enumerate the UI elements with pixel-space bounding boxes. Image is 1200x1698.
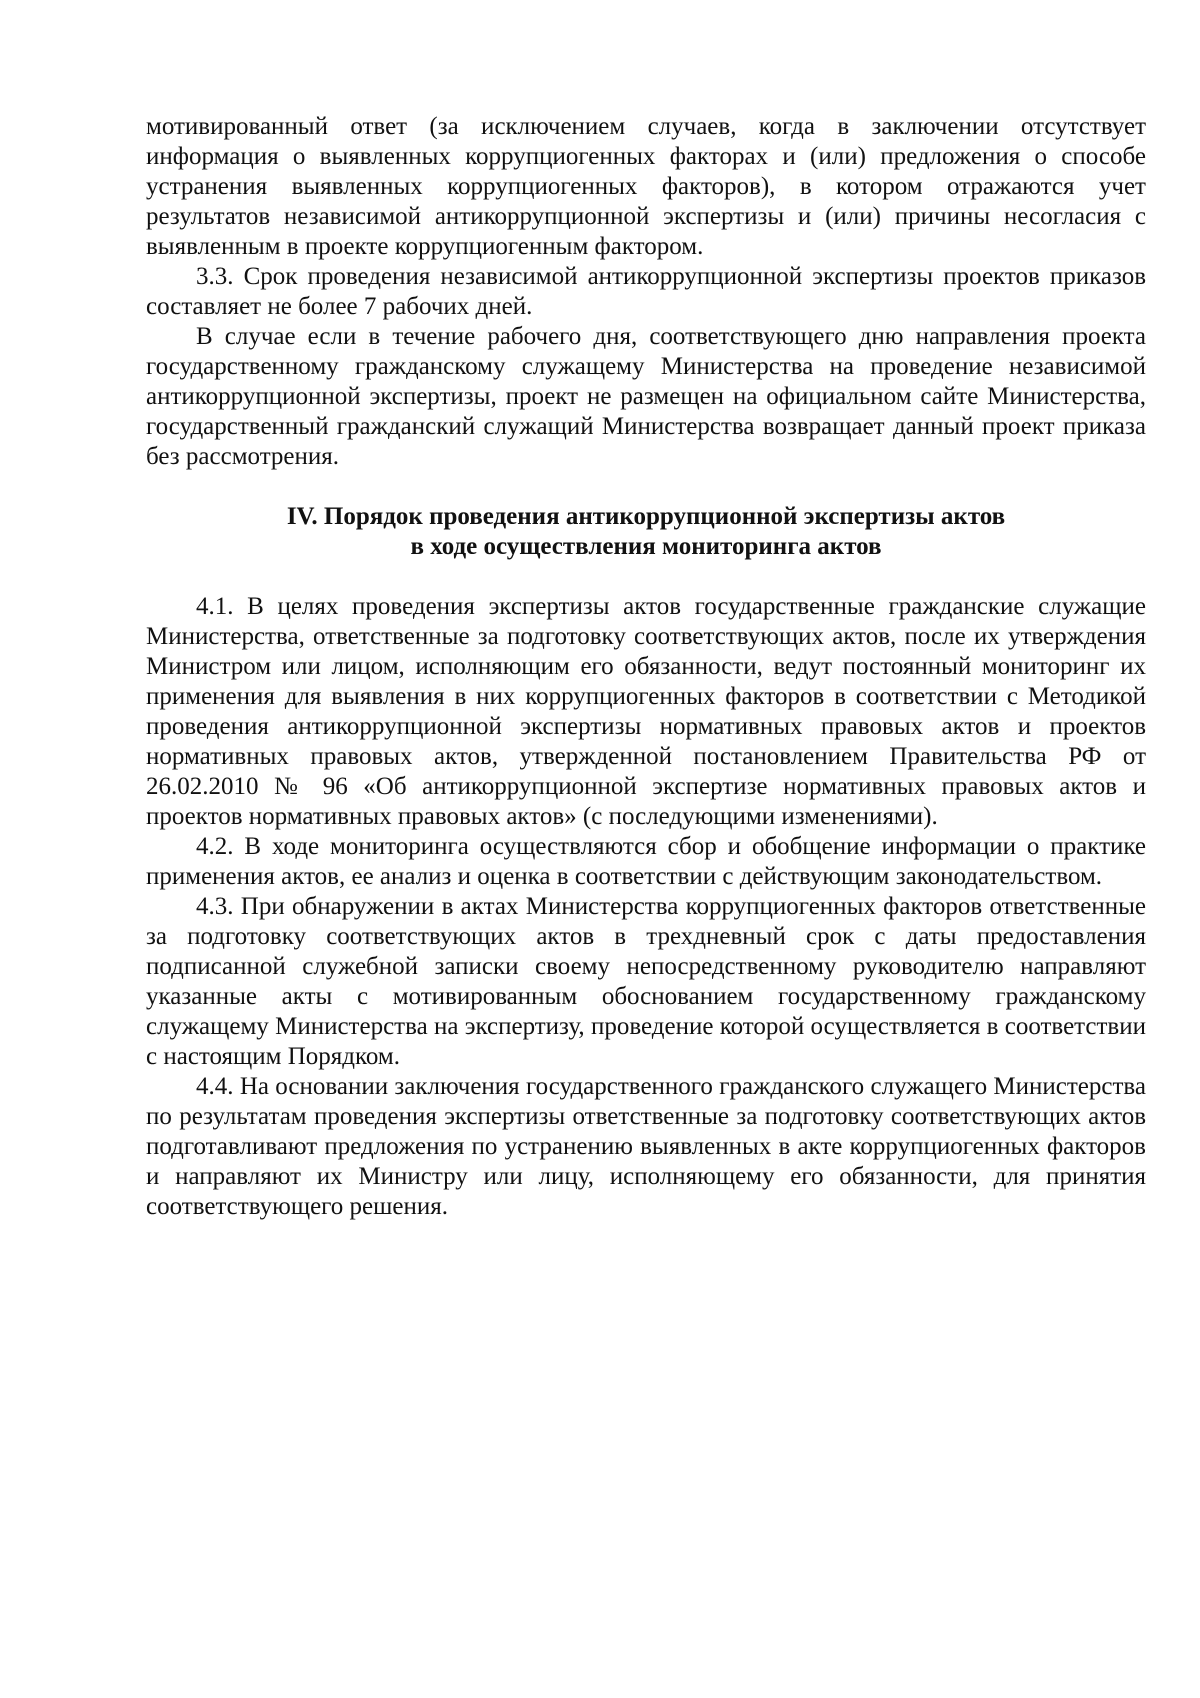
paragraph-return-without-review: В случае если в течение рабочего дня, соответствующего дню направления проекта государственному гражданскому служащему Министерства на проведение независимой антикоррупционной экспертизы, проект не размещен на официальном сайте Министерства, государственный гражданский служащий Министерства возвращает данный проект приказа без рассмотрения. bbox=[146, 323, 1146, 470]
paragraph-motivated-response: мотивированный ответ (за исключением случаев, когда в заключении отсутствует информация о выявленных коррупциогенных факторах и (или) предложения о способе устранения выявленных коррупциогенных факторов), в котором отражаются учет результатов независимой антикоррупционной экспертизы и (или) причины несогласия с выявленным в проекте коррупциогенным фактором. bbox=[146, 113, 1146, 260]
paragraph-4-4: 4.4. На основании заключения государственного гражданского служащего Министерства по результатам проведения экспертизы ответственные за подготовку соответствующих актов подготавливают предложения по устранению выявленных в акте коррупциогенных факторов и направляют их Министру или лицу, исполняющему его обязанности, для принятия соответствующего решения. bbox=[146, 1073, 1146, 1220]
paragraph-4-1: 4.1. В целях проведения экспертизы актов государственные гражданские служащие Министерства, ответственные за подготовку соответствующих актов, после их утверждения Министром или лицом, исполняющим его обязанности, ведут постоянный мониторинг их применения для выявления в них коррупциогенных факторов в соответствии с Методикой проведения антикоррупционной экспертизы нормативных правовых актов и проектов нормативных правовых актов, утвержденной постановлением Правительства РФ от 26.02.2010 № 96 «Об антикоррупционной экспертизе нормативных правовых актов и проектов нормативных правовых актов» (с последующими изменениями). bbox=[146, 593, 1146, 830]
document-body bbox=[146, 112, 1146, 1222]
paragraph-4-3: 4.3. При обнаружении в актах Министерства коррупциогенных факторов ответственные за подготовку соответствующих актов в трехдневный срок с даты предоставления подписанной служебной записки своему непосредственному руководителю направляют указанные акты с мотивированным обоснованием государственному гражданскому служащему Министерства на экспертизу, проведение которой осуществляется в соответствии с настоящим Порядком. bbox=[146, 893, 1146, 1070]
paragraph-4-2: 4.2. В ходе мониторинга осуществляются сбор и обобщение информации о практике применения актов, ее анализ и оценка в соответствии с действующим законодательством. bbox=[146, 833, 1146, 890]
section-heading-iv bbox=[146, 502, 1146, 562]
section-heading-line-2: в ходе осуществления мониторинга актов bbox=[410, 533, 882, 560]
paragraph-3-3: 3.3. Срок проведения независимой антикоррупционной экспертизы проектов приказов составляет не более 7 рабочих дней. bbox=[146, 263, 1146, 320]
section-heading-line-1: IV. Порядок проведения антикоррупционной экспертизы актов bbox=[286, 503, 1006, 530]
